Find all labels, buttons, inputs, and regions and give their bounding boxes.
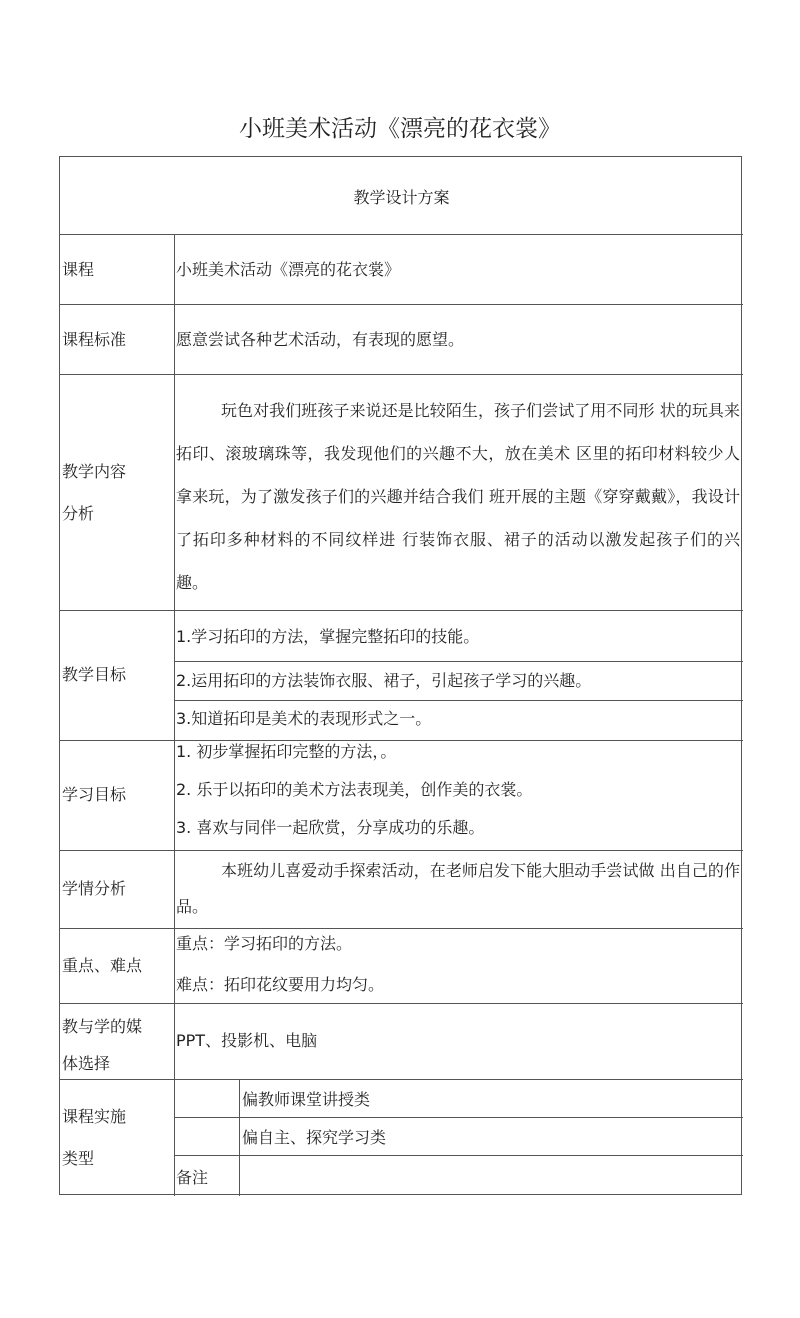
implementation-option-teacher: 偏教师课堂讲授类 [242, 1090, 371, 1109]
key-points-label: 重点、难点 [62, 956, 143, 975]
document-title: 小班美术活动《漂亮的花衣裳》 [239, 116, 561, 142]
implementation-option-inquiry: 偏自主、探究学习类 [242, 1128, 387, 1147]
row-divider [60, 1003, 743, 1004]
key-point-text: 重点：学习拓印的方法。 [176, 934, 353, 953]
row-divider [60, 304, 743, 305]
course-value: 小班美术活动《漂亮的花衣裳》 [176, 260, 401, 279]
row-divider [174, 661, 743, 662]
standard-value: 愿意尝试各种艺术活动，有表现的愿望。 [176, 330, 465, 349]
media-label-line1: 教与学的媒 [62, 1017, 143, 1036]
implementation-label-line2: 类型 [62, 1149, 95, 1168]
learner-analysis-label: 学情分析 [62, 879, 127, 898]
teaching-goal-item: 2.运用拓印的方法装饰衣服、裙子，引起孩子学习的兴趣。 [176, 671, 592, 690]
difficult-point-text: 难点：拓印花纹要用力均匀。 [176, 975, 385, 994]
row-divider [60, 234, 743, 235]
implementation-label-line1: 课程实施 [62, 1107, 127, 1126]
row-divider [60, 850, 743, 851]
media-label-line2: 体选择 [62, 1054, 111, 1073]
teaching-goal-item: 3.知道拓印是美术的表现形式之一。 [176, 709, 432, 728]
row-divider [60, 374, 743, 375]
course-label: 课程 [62, 260, 95, 279]
media-value: PPT、投影机、电脑 [176, 1031, 318, 1050]
learning-goal-item: 3. 喜欢与同伴一起欣赏，分享成功的乐趣。 [176, 818, 485, 837]
learning-goals-label: 学习目标 [62, 785, 127, 804]
column-divider [239, 1079, 240, 1196]
row-divider [174, 1117, 743, 1118]
standard-label: 课程标准 [62, 330, 127, 349]
row-divider [174, 1155, 743, 1156]
learning-goal-item: 2. 乐于以拓印的美术方法表现美，创作美的衣裳。 [176, 780, 533, 799]
row-divider [60, 928, 743, 929]
row-divider [60, 610, 743, 611]
row-divider [174, 700, 743, 701]
plan-heading: 教学设计方案 [353, 188, 450, 207]
teaching-goals-label: 教学目标 [62, 665, 127, 684]
column-divider [174, 234, 175, 1196]
teaching-goal-item: 1.学习拓印的方法，掌握完整拓印的技能。 [176, 627, 480, 646]
lesson-plan-table [59, 156, 742, 1195]
note-label: 备注 [176, 1168, 209, 1187]
row-divider [60, 740, 743, 741]
learner-analysis-text: 本班幼儿喜爱动手探索活动，在老师启发下能大胆动手尝试做 出自己的作品。 [176, 861, 740, 916]
row-divider [60, 1079, 743, 1080]
content-analysis-text: 玩色对我们班孩子来说还是比较陌生，孩子们尝试了用不同形 状的玩具来拓印、滚玻璃珠等，我发现他们的兴趣不大，放在美术 区里的拓印材料较少人拿来玩，为了激发孩子们的兴趣并结合我们 班开展的主题《穿穿戴戴》，我设计了拓印多种材料的不同纹样进 行装饰衣服、裙子的活动以激发起孩子们的兴趣。 [176, 401, 740, 592]
content-analysis-label-line1: 教学内容 [62, 462, 127, 481]
content-analysis-label-line2: 分析 [62, 504, 95, 523]
learning-goal-item: 1. 初步掌握拓印完整的方法，。 [176, 742, 397, 761]
